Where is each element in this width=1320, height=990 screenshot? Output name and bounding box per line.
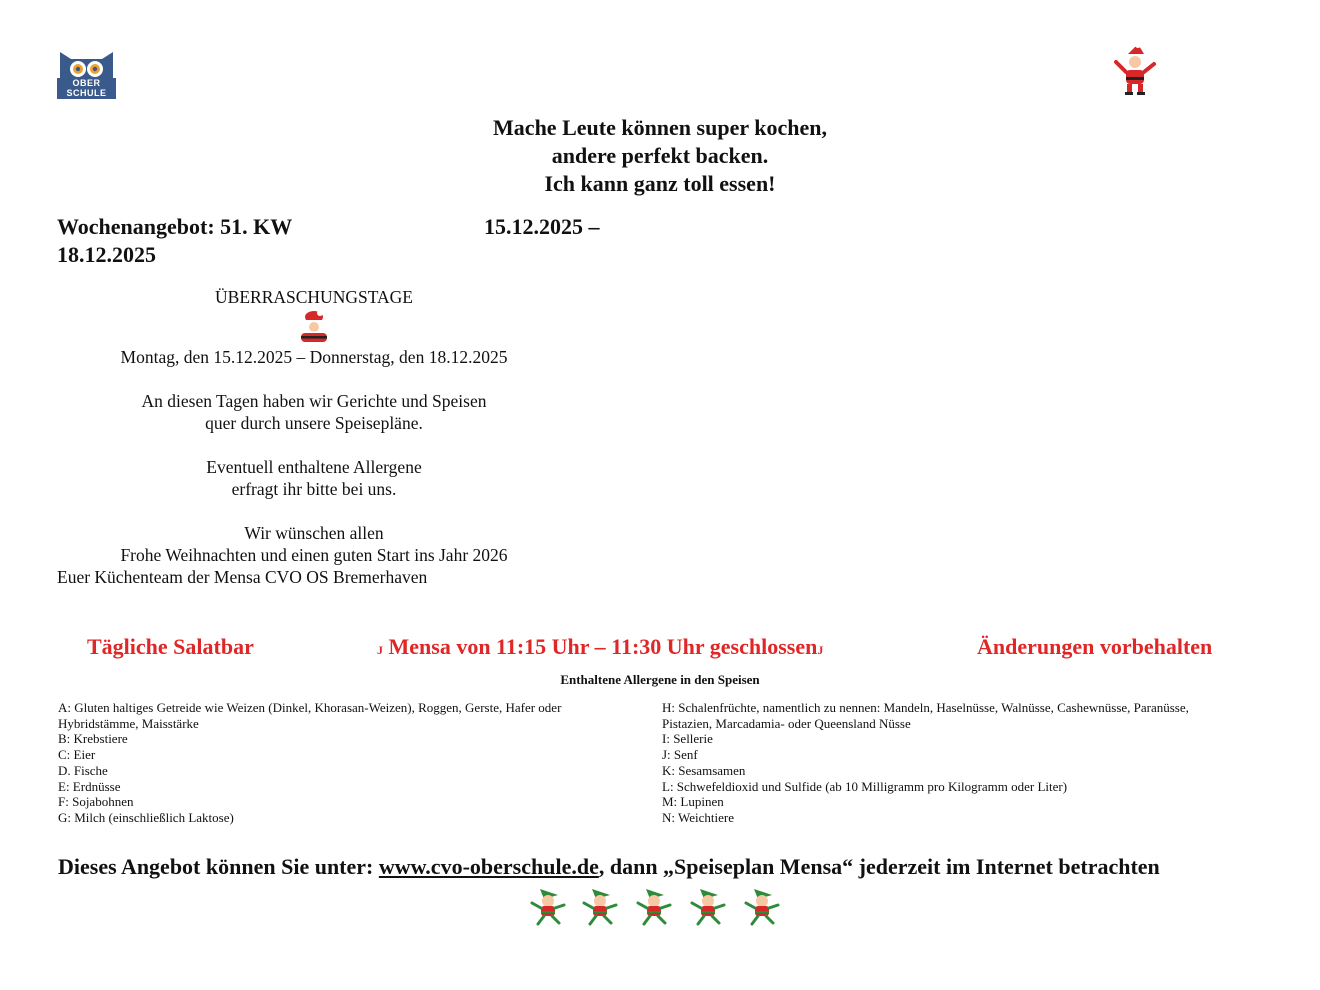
closed-mark-left: J: [377, 643, 383, 657]
allergen-item: K: Sesamsamen: [662, 762, 746, 778]
greeting: Wir wünschen allen: [244, 523, 384, 543]
announcement-text: Eventuell enthaltene Allergene: [206, 457, 422, 477]
santa-icon: [1112, 42, 1160, 96]
allergen-item: C: Eier: [58, 747, 96, 763]
closed-notice-text: Mensa von 11:15 Uhr – 11:30 Uhr geschlossen: [388, 634, 818, 659]
allergens-left: [58, 700, 561, 826]
footer-notice: [58, 853, 1160, 881]
allergen-item: B: Krebstiere: [58, 731, 128, 747]
motto-line: andere perfekt backen.: [551, 143, 769, 168]
allergen-item: G: Milch (einschließlich Laktose): [58, 809, 234, 825]
motto: [330, 114, 990, 198]
changes-notice: Änderungen vorbehalten: [977, 634, 1213, 659]
logo-text: [57, 78, 116, 99]
footer-suffix: , dann „Speiseplan Mensa“ jederzeit im Internet betrachten: [598, 854, 1160, 879]
logo-line-1: OBER: [72, 78, 101, 88]
salad-bar-notice: Tägliche Salatbar: [87, 634, 254, 659]
logo-line-2: SCHULE: [66, 87, 107, 98]
motto-line: Mache Leute können super kochen,: [493, 115, 827, 140]
allergen-item: Hybridstämme, Maisstärke: [58, 715, 199, 731]
allergen-item: J: Senf: [662, 747, 698, 763]
motto-line: Ich kann ganz toll essen!: [544, 171, 776, 196]
allergens-title: Enthaltene Allergene in den Speisen: [560, 672, 760, 687]
announcement-period: Montag, den 15.12.2025 – Donnerstag, den 18.12.2025: [120, 347, 508, 367]
footer-prefix: Dieses Angebot können Sie unter:: [58, 854, 379, 879]
allergen-item: L: Schwefeldioxid und Sulfide (ab 10 Milligramm pro Kilogramm oder Liter): [662, 778, 1068, 794]
week-dates-start: 15.12.2025 –: [484, 214, 600, 239]
closed-notice: [377, 633, 823, 664]
greeting: Frohe Weihnachten und einen guten Start ins Jahr 2026: [120, 545, 508, 565]
announcement: [57, 286, 571, 588]
signature: Euer Küchenteam der Mensa CVO OS Bremerhaven: [57, 567, 428, 587]
week-label: Wochenangebot: 51. KW: [57, 214, 293, 239]
week-header: [57, 213, 697, 269]
announcement-text: quer durch unsere Speisepläne.: [205, 413, 423, 433]
allergen-item: H: Schalenfrüchte, namentlich zu nennen: Mandeln, Haselnüsse, Walnüsse, Cashewnüsse, Paranüsse,: [662, 700, 1189, 715]
announcement-text: erfragt ihr bitte bei uns.: [231, 479, 397, 499]
santa-small-icon: [293, 309, 335, 343]
allergen-item: N: Weichtiere: [662, 809, 734, 825]
allergen-item: M: Lupinen: [662, 794, 724, 810]
allergen-item: A: Gluten haltiges Getreide wie Weizen (Dinkel, Khorasan-Weizen), Roggen, Gerste, Hafer oder: [58, 700, 562, 715]
allergen-item: E: Erdnüsse: [58, 778, 121, 794]
owl-icon: [57, 50, 116, 80]
school-logo: [57, 50, 116, 99]
announcement-heading: ÜBERRASCHUNGSTAGE: [215, 287, 413, 307]
announcement-text: An diesen Tagen haben wir Gerichte und Speisen: [141, 391, 487, 411]
elves-icon: [528, 887, 792, 927]
allergen-item: Pistazien, Marcadamia- oder Queensland Nüsse: [662, 715, 911, 731]
allergen-item: I: Sellerie: [662, 731, 713, 747]
allergen-item: D. Fische: [58, 762, 108, 778]
website-link[interactable]: www.cvo-oberschule.de: [378, 854, 599, 879]
allergen-item: F: Sojabohnen: [58, 794, 134, 810]
week-dates-end: 18.12.2025: [57, 242, 156, 267]
closed-mark-right: J: [817, 643, 824, 657]
allergens-right: [662, 700, 1189, 826]
